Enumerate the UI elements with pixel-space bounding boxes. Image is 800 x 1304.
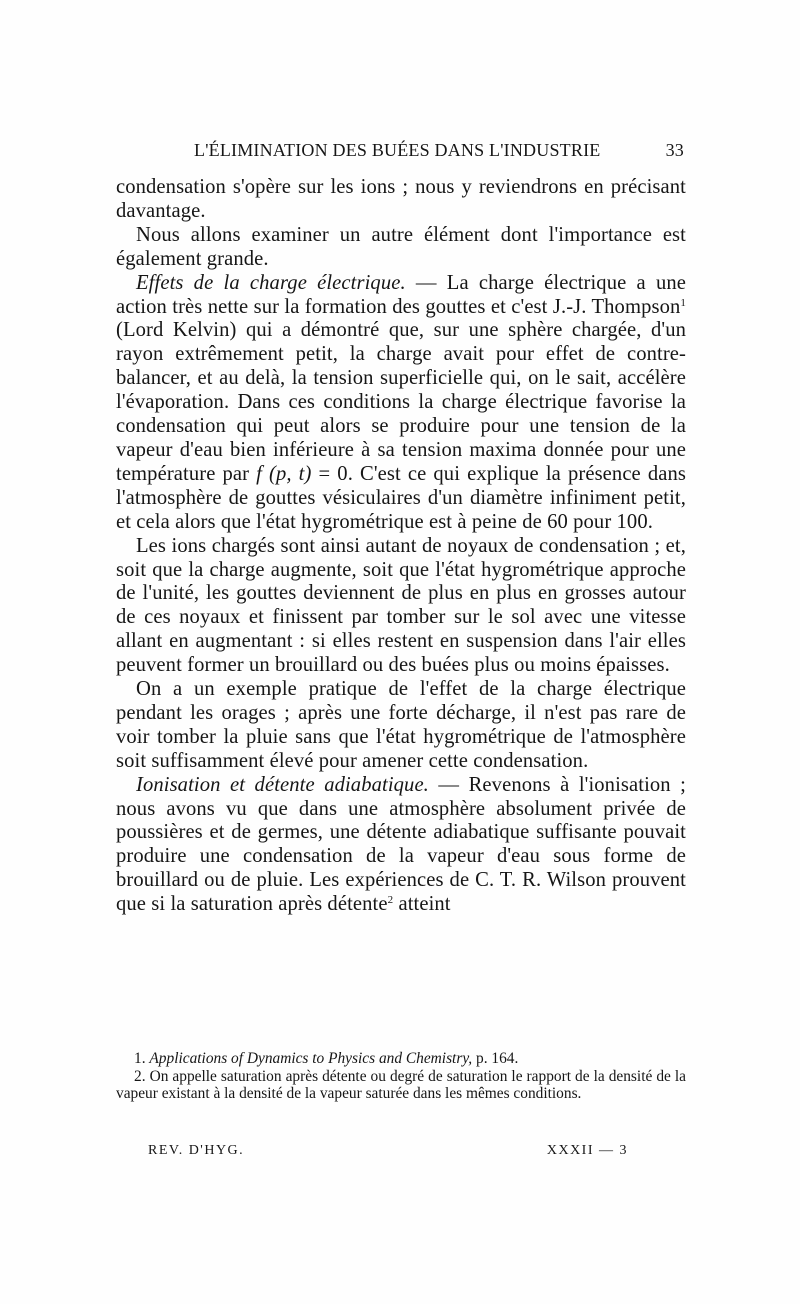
- footnote-ref-1: 1: [680, 296, 686, 309]
- formula: f (p, t): [256, 462, 312, 485]
- running-title: L'ÉLIMINATION DES BUÉES DANS L'INDUSTRIE: [194, 140, 601, 160]
- footnote-ref-2: 2: [387, 894, 394, 907]
- body-text: [116, 176, 686, 917]
- paragraph-4: Les ions chargés sont ainsi autant de noyaux de condensation ; et, soit que la charge augmente, soit que l'état hygrométrique approche de l'unité, les gouttes deviennent de plus en plus en grosses autour de ces noyaux et finissent par tomber sur le sol avec une vitesse allant en augmentant : si elles restent en suspension dans l'air elles peuvent former un brouillard ou des buées plus ou moins épaisses.: [116, 534, 686, 677]
- footnote-2: 2. On appelle saturation après détente ou degré de saturation le rapport de la densité de la vapeur existant à la densité de la vapeur saturée dans les mêmes conditions.: [116, 1067, 686, 1102]
- page-number: 33: [665, 140, 684, 160]
- page-footer: [148, 1143, 628, 1159]
- footnotes: [116, 1050, 686, 1103]
- section-heading-charge: Effets de la charge électrique.: [136, 271, 406, 294]
- paragraph-1: condensation s'opère sur les ions ; nous y reviendrons en précisant davantage.: [116, 176, 686, 222]
- paragraph-2: Nous allons examiner un autre élément dont l'importance est également grande.: [116, 223, 686, 270]
- section-heading-ionisation: Ionisation et détente adiabatique.: [136, 773, 429, 796]
- footnote-1: 1. Applications of Dynamics to Physics and Chemistry, p. 164.: [134, 1050, 519, 1067]
- paragraph-5: On a un exemple pratique de l'effet de la charge électrique pendant les orages ; après une forte décharge, il n'est pas rare de voir tomber la pluie sans que l'état hygrométrique de l'atmosphère soit suffisamment élevé pour amener cette condensation.: [116, 678, 686, 772]
- paragraph-6: Ionisation et détente adiabatique. — Revenons à l'ionisation ; nous avons vu que dans une atmosphère absolument privée de poussières et de germes, une détente adiabatique suffisante pouvait produire une condensation de la vapeur d'eau sous forme de brouillard ou de pluie. Les expériences de C. T. R. Wilson prouvent que si la saturation après détente$^2$ atteint: [116, 773, 686, 916]
- volume-signature: XXXII — 3: [546, 1143, 628, 1158]
- journal-signature: REV. D'HYG.: [148, 1143, 245, 1158]
- running-header: [116, 140, 684, 161]
- paragraph-3: Effets de la charge électrique. — La charge électrique a une action très nette sur la formation des gouttes et c'est J.-J. Thompson$^1$ (Lord Kelvin) qui a démontré que, sur une sphère chargée, d'un rayon extrêmement petit, la charge avait pour effet de contre-balancer, et au delà, la tension superficielle qui, on le sait, accélère l'évaporation. Dans ces conditions la charge électrique favorise la condensation qui peut alors se produire pour une tension de la vapeur d'eau bien inférieure à sa tension maxima donnée pour une température par f (p, t) = 0. C'est ce qui explique la présence dans l'atmosphère de gouttes vésiculaires d'un diamètre infiniment petit, et cela alors que l'état hygrométrique est à peine de 60 pour 100.: [116, 271, 687, 533]
